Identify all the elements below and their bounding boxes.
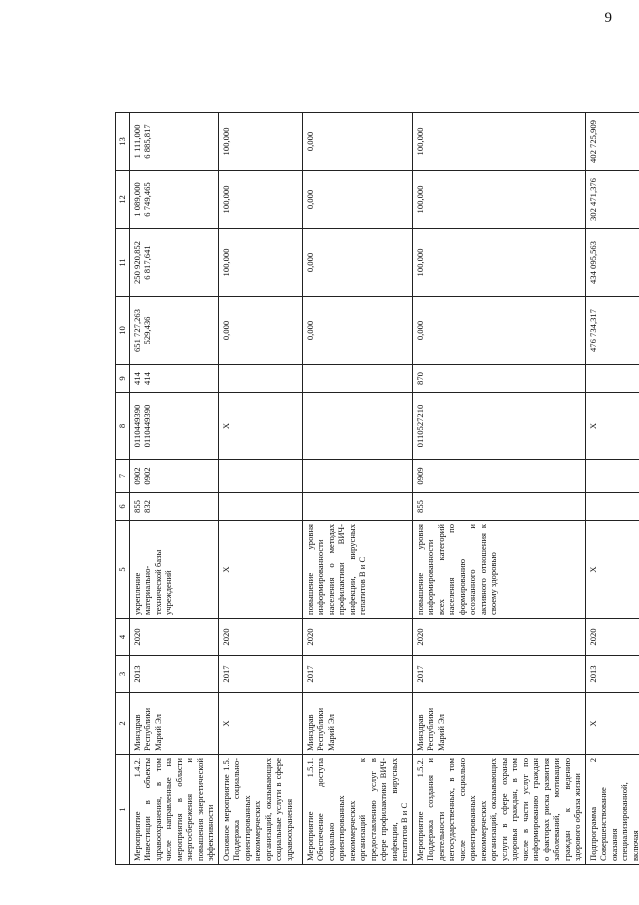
vr-code: 414 414	[129, 365, 218, 393]
end-year: 2020	[218, 619, 302, 656]
vr-code	[585, 365, 639, 393]
table-row	[302, 113, 412, 865]
header-row	[116, 113, 130, 865]
csr-code: 0110449390 0110449390	[129, 393, 218, 460]
grbs-code	[585, 493, 639, 521]
col-header: 3	[116, 656, 130, 693]
csr-code: X	[585, 393, 639, 460]
executor: Минздрав Республики Марий Эл	[412, 693, 585, 755]
grbs-code	[302, 493, 412, 521]
vr-code: 870	[412, 365, 585, 393]
amount-2020: 100,000	[218, 229, 302, 297]
end-year: 2020	[302, 619, 412, 656]
executor: Минздрав Республики Марий Эл	[302, 693, 412, 755]
amount-2022: 402 725,909	[585, 113, 639, 171]
col-header: 13	[116, 113, 130, 171]
event-name: Подпрограмма 2 Совершенствование оказания специализированной, включая	[585, 755, 639, 865]
grbs-code	[218, 493, 302, 521]
start-year: 2017	[302, 656, 412, 693]
page-number: 9	[604, 10, 612, 26]
table-row	[129, 113, 218, 865]
event-name: Мероприятие 1.5.2. Поддержка создания и деятельности негосударственных, в том числе социально ориентированных некоммерческих организаций, оказывающих услуги в сфере охраны здоровья граждан, в том числе в части услуг по информированию граждан о факторах риска развития заболеваний, мотивации граждан к ведению здорового образа жизни	[412, 755, 585, 865]
expected-result: повышение уровня информированности всех категорий населения по формированию осознанного и активного отношения к своему здоровью	[412, 521, 585, 619]
amount-2020: 250 920,852 6 817,641	[129, 229, 218, 297]
amount-2019: 476 734,317	[585, 297, 639, 365]
csr-code	[302, 393, 412, 460]
amount-2020: 434 095,563	[585, 229, 639, 297]
col-header: 11	[116, 229, 130, 297]
vr-code	[218, 365, 302, 393]
col-header: 10	[116, 297, 130, 365]
amount-2022: 100,000	[412, 113, 585, 171]
start-year: 2017	[412, 656, 585, 693]
end-year: 2020	[585, 619, 639, 656]
col-header: 4	[116, 619, 130, 656]
grbs-code: 855	[412, 493, 585, 521]
amount-2021: 302 471,376	[585, 171, 639, 229]
amount-2019: 651 727,263 529,436	[129, 297, 218, 365]
start-year: 2013	[129, 656, 218, 693]
amount-2019: 0,000	[302, 297, 412, 365]
executor: Минздрав Республики Марий Эл	[129, 693, 218, 755]
col-header: 12	[116, 171, 130, 229]
event-name: Основное мероприятие 1.5. Поддержка социально-ориентированных некоммерческих организаций, оказывающих социальные услуги в сфере здравоохранения	[218, 755, 302, 865]
col-header: 6	[116, 493, 130, 521]
rzpr-code: 0909	[412, 460, 585, 493]
expected-result: повышение уровня информированности населения о методах профилактики ВИЧ-инфекции, вирусных гепатитов В и С	[302, 521, 412, 619]
start-year: 2017	[218, 656, 302, 693]
program-table	[115, 112, 639, 865]
amount-2021: 1 089,000 6 749,465	[129, 171, 218, 229]
rzpr-code	[218, 460, 302, 493]
end-year: 2020	[412, 619, 585, 656]
csr-code: 0110527210	[412, 393, 585, 460]
rzpr-code	[302, 460, 412, 493]
col-header: 9	[116, 365, 130, 393]
table-row	[585, 113, 639, 865]
amount-2021: 100,000	[218, 171, 302, 229]
start-year: 2013	[585, 656, 639, 693]
event-name: Мероприятие 1.5.1. Обеспечение доступа социально ориентированных некоммерческих организаций к предоставлению услуг в сфере профилактики ВИЧ-инфекции, вирусных гепатитов В и С	[302, 755, 412, 865]
amount-2019: 0,000	[412, 297, 585, 365]
amount-2020: 0,000	[302, 229, 412, 297]
col-header: 5	[116, 521, 130, 619]
amount-2022: 100,000	[218, 113, 302, 171]
amount-2021: 100,000	[412, 171, 585, 229]
amount-2021: 0,000	[302, 171, 412, 229]
table-row	[218, 113, 302, 865]
grbs-code: 855 832	[129, 493, 218, 521]
col-header: 2	[116, 693, 130, 755]
col-header: 8	[116, 393, 130, 460]
expected-result: X	[585, 521, 639, 619]
col-header: 1	[116, 755, 130, 865]
amount-2020: 100,000	[412, 229, 585, 297]
csr-code: X	[218, 393, 302, 460]
rzpr-code: 0902 0902	[129, 460, 218, 493]
expected-result: X	[218, 521, 302, 619]
executor: X	[218, 693, 302, 755]
rzpr-code	[585, 460, 639, 493]
amount-2022: 1 111,000 6 885,817	[129, 113, 218, 171]
expected-result: укрепление материально-технической базы учреждений	[129, 521, 218, 619]
executor: X	[585, 693, 639, 755]
event-name: Мероприятие 1.4.2. Инвестиции в объекты здравоохранения, в том числе направленные на мероприятия в области энергосбережения и повышения энергетической эффективности	[129, 755, 218, 865]
end-year: 2020	[129, 619, 218, 656]
table-row	[412, 113, 585, 865]
col-header: 7	[116, 460, 130, 493]
amount-2019: 0,000	[218, 297, 302, 365]
vr-code	[302, 365, 412, 393]
amount-2022: 0,000	[302, 113, 412, 171]
